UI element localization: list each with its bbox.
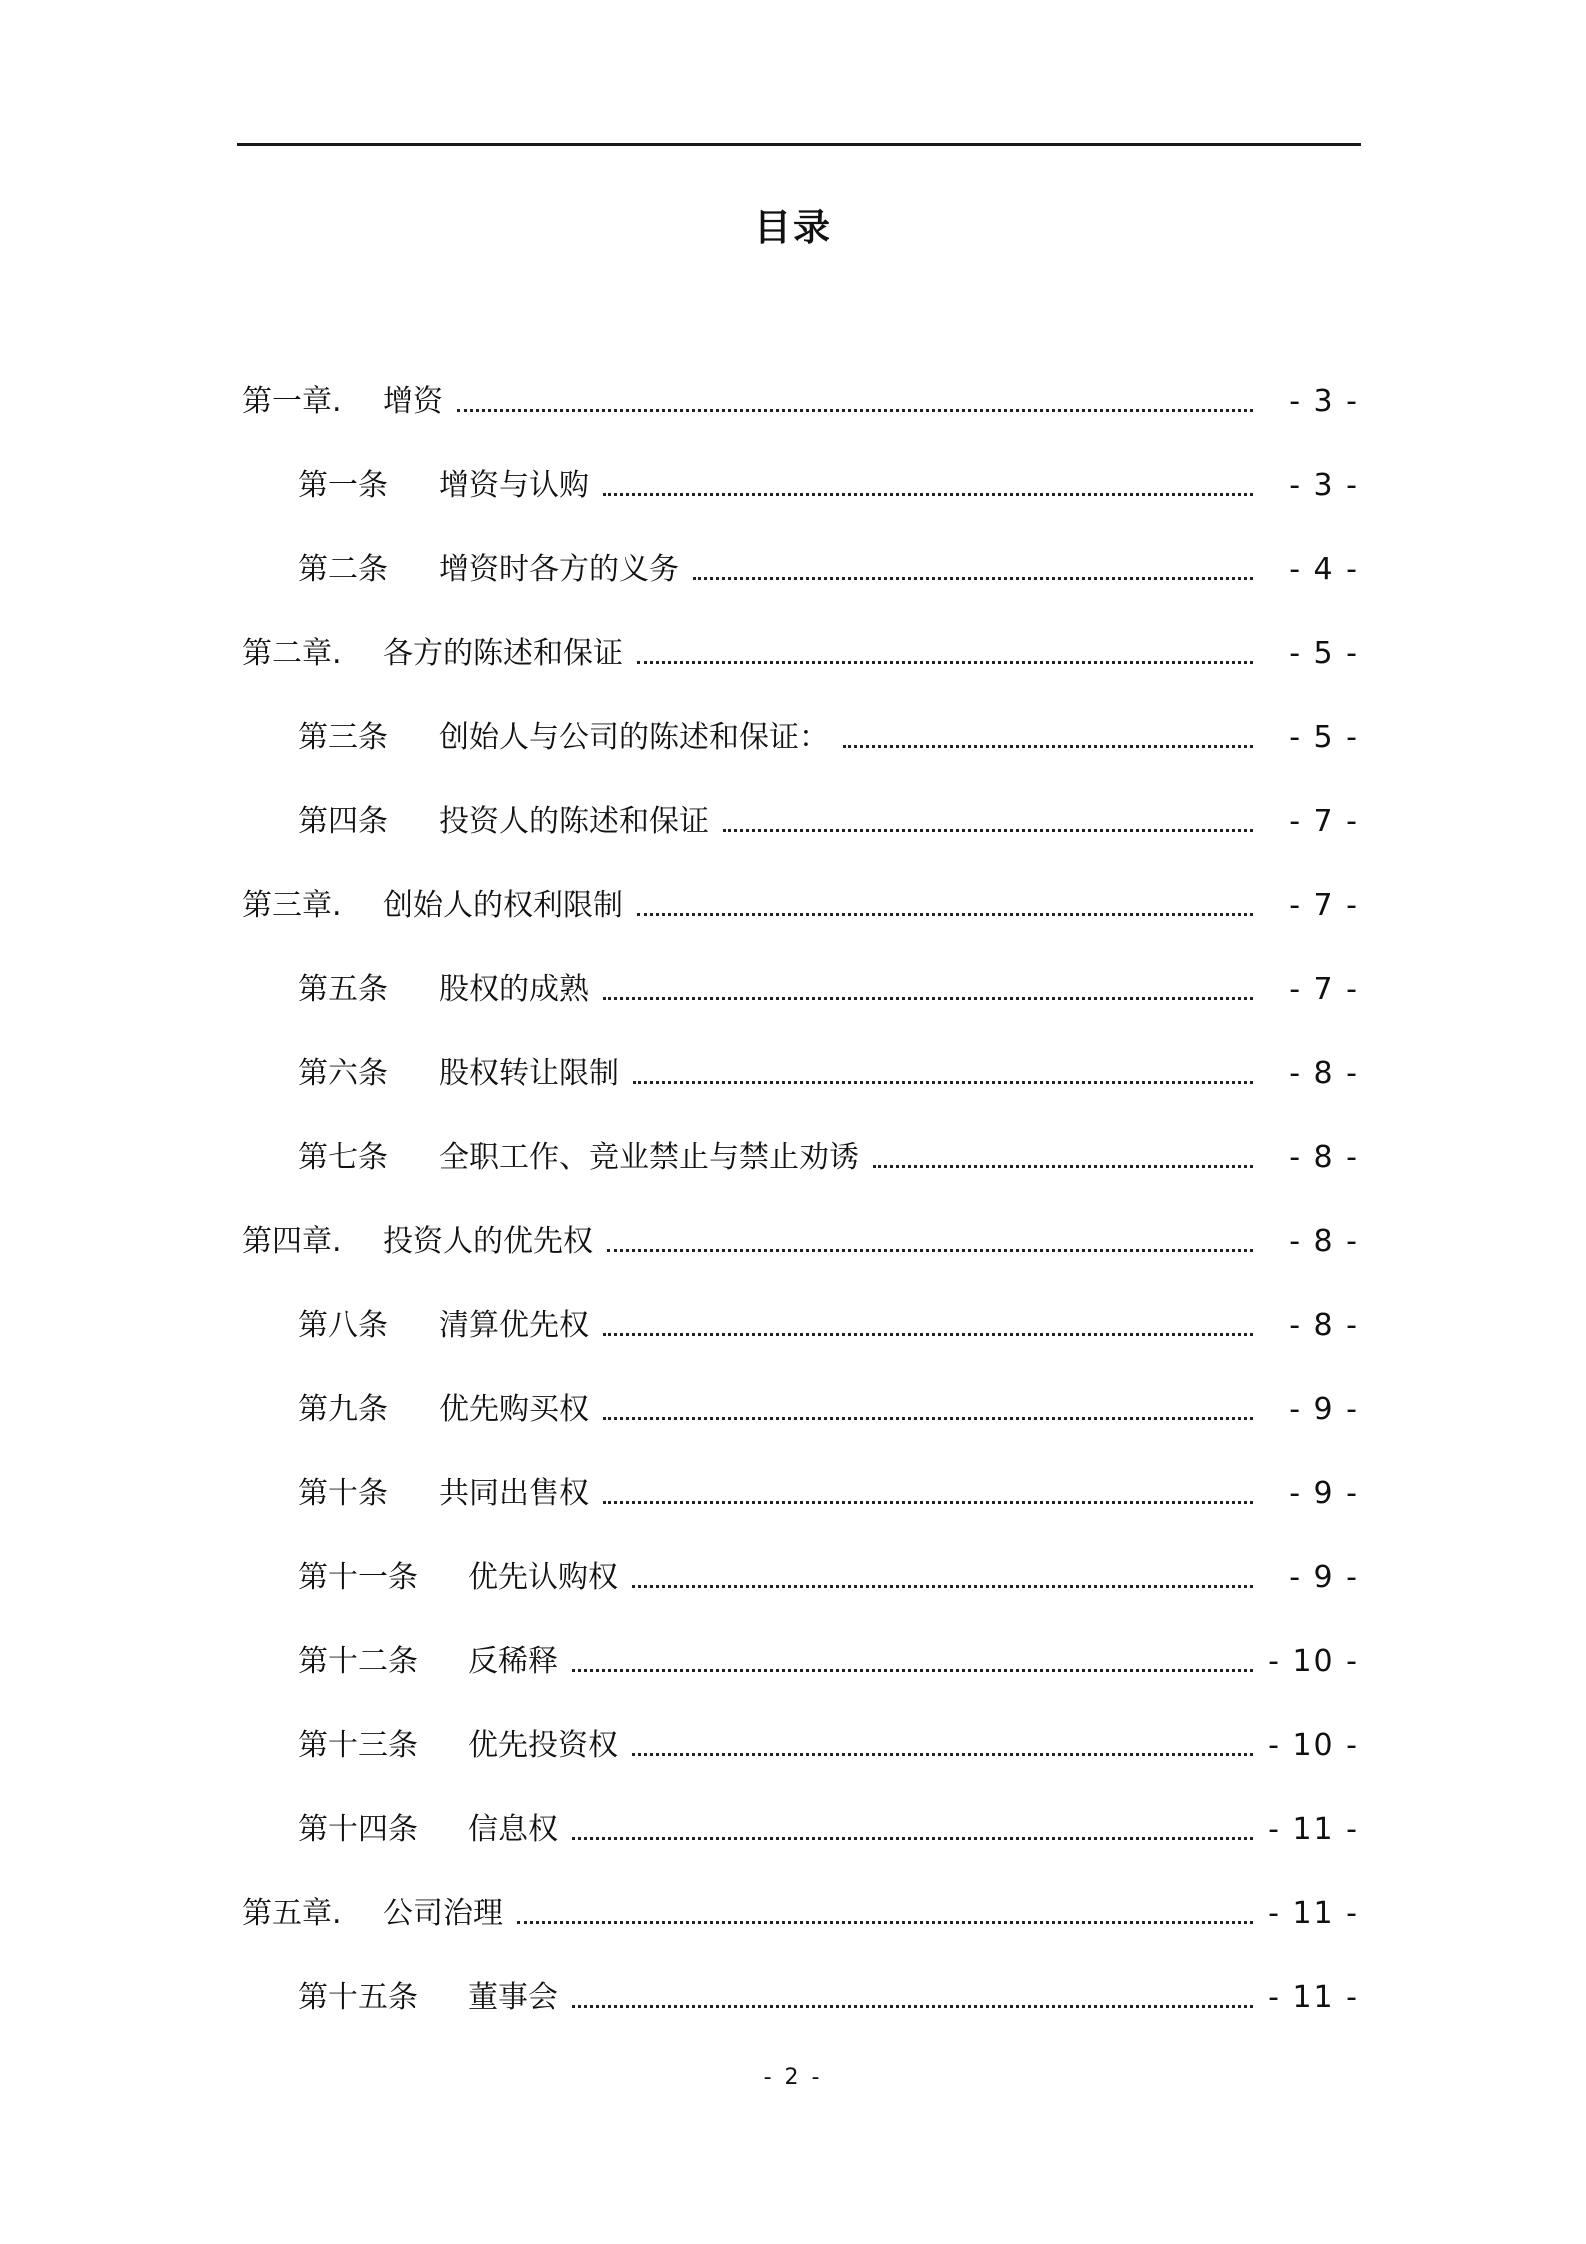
- dot-leader: [607, 1217, 1253, 1267]
- toc-entry-page: - 11 -: [1268, 1980, 1359, 2015]
- dot-leader: [457, 377, 1253, 427]
- toc-entry-article-7[interactable]: [0, 1133, 1586, 1183]
- toc-entry-text: 增资: [383, 384, 443, 419]
- toc-entry-text: 清算优先权: [439, 1308, 589, 1343]
- toc-entry-article-8[interactable]: [0, 1301, 1586, 1351]
- toc-entry-number: 第十条: [298, 1476, 388, 1511]
- toc-entry-page: - 7 -: [1289, 804, 1359, 839]
- toc-entry-page: - 5 -: [1289, 636, 1359, 671]
- dot-leader: [603, 965, 1253, 1015]
- toc-entry-text: 创始人的权利限制: [383, 888, 623, 923]
- toc-entry-number: 第五章.: [242, 1896, 342, 1931]
- toc-entry-page: - 11 -: [1268, 1812, 1359, 1847]
- dot-leader: [603, 1301, 1253, 1351]
- toc-entry-number: 第八条: [298, 1308, 388, 1343]
- toc-entry-page: - 4 -: [1289, 552, 1359, 587]
- toc-entry-page: - 8 -: [1289, 1224, 1359, 1259]
- dot-leader: [693, 545, 1253, 595]
- toc-entry-article-13[interactable]: [0, 1721, 1586, 1771]
- dot-leader: [603, 1469, 1253, 1519]
- toc-entry-chapter-3[interactable]: [0, 881, 1586, 931]
- toc-entry-text: 股权转让限制: [439, 1056, 619, 1091]
- toc-entry-page: - 5 -: [1289, 720, 1359, 755]
- toc-entry-article-5[interactable]: [0, 965, 1586, 1015]
- toc-entry-text: 优先购买权: [439, 1392, 589, 1427]
- toc-entry-number: 第四条: [298, 804, 388, 839]
- dot-leader: [843, 713, 1253, 763]
- toc-entry-article-10[interactable]: [0, 1469, 1586, 1519]
- toc-entry-number: 第四章.: [242, 1224, 342, 1259]
- dot-leader: [517, 1889, 1253, 1939]
- toc-entry-page: - 10 -: [1268, 1644, 1359, 1679]
- toc-entry-number: 第九条: [298, 1392, 388, 1427]
- toc-entry-page: - 9 -: [1289, 1560, 1359, 1595]
- toc-entry-number: 第五条: [298, 972, 388, 1007]
- dot-leader: [723, 797, 1253, 847]
- toc-entry-text: 优先认购权: [468, 1560, 618, 1595]
- dot-leader: [632, 1553, 1253, 1603]
- toc-entry-article-9[interactable]: [0, 1385, 1586, 1435]
- header-rule: [237, 143, 1361, 146]
- toc-entry-number: 第二章.: [242, 636, 342, 671]
- dot-leader: [572, 1805, 1253, 1855]
- toc-entry-text: 投资人的陈述和保证: [439, 804, 709, 839]
- toc-entry-text: 增资与认购: [439, 468, 589, 503]
- toc-entry-text: 全职工作、竞业禁止与禁止劝诱: [439, 1140, 859, 1175]
- toc-entry-chapter-2[interactable]: [0, 629, 1586, 679]
- toc-entry-page: - 8 -: [1289, 1308, 1359, 1343]
- toc-entry-page: - 8 -: [1289, 1140, 1359, 1175]
- toc-entry-page: - 3 -: [1289, 468, 1359, 503]
- toc-entry-text: 反稀释: [468, 1644, 558, 1679]
- toc-entry-text: 共同出售权: [439, 1476, 589, 1511]
- toc-entry-number: 第七条: [298, 1140, 388, 1175]
- toc-entry-article-14[interactable]: [0, 1805, 1586, 1855]
- toc-entry-page: - 3 -: [1289, 384, 1359, 419]
- toc-entry-page: - 10 -: [1268, 1728, 1359, 1763]
- dot-leader: [873, 1133, 1253, 1183]
- toc-entry-article-15[interactable]: [0, 1973, 1586, 2023]
- dot-leader: [603, 461, 1253, 511]
- toc-entry-number: 第二条: [298, 552, 388, 587]
- toc-entry-text: 各方的陈述和保证: [383, 636, 623, 671]
- toc-title: 目录: [754, 206, 832, 249]
- toc-entry-text: 董事会: [468, 1980, 558, 2015]
- toc-entry-article-12[interactable]: [0, 1637, 1586, 1687]
- toc-entry-page: - 8 -: [1289, 1056, 1359, 1091]
- toc-entry-article-6[interactable]: [0, 1049, 1586, 1099]
- toc-entry-text: 增资时各方的义务: [439, 552, 679, 587]
- toc-entry-article-4[interactable]: [0, 797, 1586, 847]
- toc-entry-chapter-1[interactable]: [0, 377, 1586, 427]
- page-number-footer: - 2 -: [763, 2065, 823, 2090]
- toc-entry-number: 第十五条: [298, 1980, 418, 2015]
- toc-entry-page: - 7 -: [1289, 972, 1359, 1007]
- toc-entry-article-1[interactable]: [0, 461, 1586, 511]
- toc-entry-number: 第十三条: [298, 1728, 418, 1763]
- toc-entry-number: 第十一条: [298, 1560, 418, 1595]
- toc-entry-text: 优先投资权: [468, 1728, 618, 1763]
- toc-entry-page: - 9 -: [1289, 1392, 1359, 1427]
- toc-entry-text: 公司治理: [383, 1896, 503, 1931]
- toc-entry-number: 第三章.: [242, 888, 342, 923]
- dot-leader: [603, 1385, 1253, 1435]
- toc-entry-article-11[interactable]: [0, 1553, 1586, 1603]
- toc-entry-number: 第六条: [298, 1056, 388, 1091]
- toc-entry-article-3[interactable]: [0, 713, 1586, 763]
- dot-leader: [637, 881, 1253, 931]
- toc-entry-article-2[interactable]: [0, 545, 1586, 595]
- toc-entry-text: 投资人的优先权: [383, 1224, 593, 1259]
- dot-leader: [572, 1973, 1253, 2023]
- dot-leader: [637, 629, 1253, 679]
- dot-leader: [633, 1049, 1253, 1099]
- toc-entry-number: 第一条: [298, 468, 388, 503]
- toc-entry-number: 第一章.: [242, 384, 342, 419]
- toc-entry-text: 信息权: [468, 1812, 558, 1847]
- toc-entry-number: 第十二条: [298, 1644, 418, 1679]
- toc-entry-chapter-5[interactable]: [0, 1889, 1586, 1939]
- toc-entry-page: - 7 -: [1289, 888, 1359, 923]
- toc-entry-page: - 11 -: [1268, 1896, 1359, 1931]
- toc-entry-text: 创始人与公司的陈述和保证：: [439, 720, 829, 755]
- toc-entry-text: 股权的成熟: [439, 972, 589, 1007]
- dot-leader: [632, 1721, 1253, 1771]
- toc-entry-number: 第十四条: [298, 1812, 418, 1847]
- toc-entry-chapter-4[interactable]: [0, 1217, 1586, 1267]
- toc-entry-number: 第三条: [298, 720, 388, 755]
- toc-entry-page: - 9 -: [1289, 1476, 1359, 1511]
- dot-leader: [572, 1637, 1253, 1687]
